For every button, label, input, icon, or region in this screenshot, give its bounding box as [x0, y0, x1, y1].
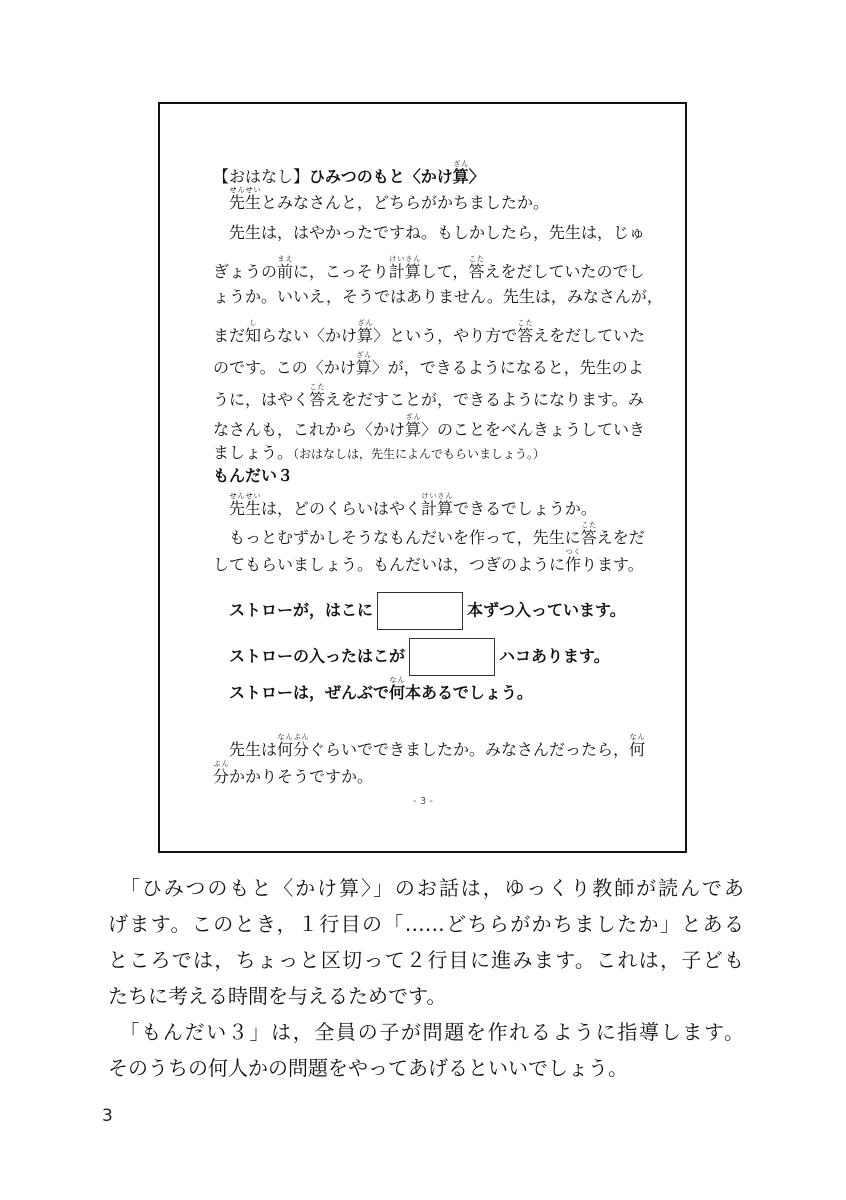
text-segment: 先生は，はやかったですね。もしかしたら，先生は，じゅ [213, 223, 646, 242]
text-segment: に，こっそり [293, 262, 389, 281]
furigana: けいさん [388, 255, 421, 263]
text-segment: ストローは，ぜんぶで [213, 683, 390, 702]
furigana: なん [389, 676, 406, 684]
text-line [213, 223, 646, 243]
text-segment: して， [420, 262, 469, 281]
text-line [213, 287, 663, 307]
page-number: 3 [102, 1106, 113, 1126]
text-line [213, 638, 633, 676]
ruby-word: 先生せんせい [229, 186, 262, 212]
text-line [213, 319, 646, 346]
text-segment: えをだ [596, 528, 645, 547]
furigana: ざん [357, 319, 374, 327]
text-segment: ストローが，はこに [213, 600, 374, 620]
text-line [213, 592, 633, 630]
furigana: なん [629, 733, 646, 741]
answer-blank-box [377, 592, 463, 630]
text-segment: ょうか。いいえ，そうではありません。先生は，みなさんが， [213, 287, 663, 306]
ruby-word: 答こた [580, 521, 597, 547]
ruby-word: 計算けいさん [421, 492, 454, 518]
furigana: し [245, 319, 262, 327]
text-segment: （おはなしは，先生によんでもらいましょう。） [293, 447, 546, 461]
text-line [213, 186, 633, 213]
text-line [213, 733, 646, 760]
text-segment: ひみつのもと〈かけ [309, 167, 453, 186]
text-segment: えをだしていたのでし [484, 262, 645, 281]
ruby-word: 算ざん [405, 413, 422, 439]
furigana: けいさん [421, 492, 454, 500]
commentary-line: たちに考える時間を与えるためです。 [108, 984, 447, 1008]
ruby-word: 計算けいさん [388, 255, 421, 281]
text-segment: うに，はやく [213, 390, 310, 409]
commentary-line: ところでは，ちょっと区切って２行目に進みます。これは，子ども [108, 948, 744, 972]
furigana: こた [468, 255, 485, 263]
text-segment: 先生は [213, 740, 278, 759]
text-segment: 【おはなし】 [213, 167, 310, 186]
ruby-word: 前まえ [277, 255, 294, 281]
commentary-line: 「もんだい３」は，全員の子が問題を作れるように指導します。 [108, 1020, 744, 1044]
text-segment: 〉という，やり方で [373, 326, 518, 345]
ruby-word: 何なん [629, 733, 646, 759]
text-segment: もっとむずかしそうなもんだいを作って，先生に [213, 528, 581, 547]
text-segment [213, 193, 229, 212]
text-segment: らない〈かけ [261, 326, 358, 345]
furigana: ざん [452, 160, 469, 168]
text-segment: えをだすことが，できるようになります。み [325, 390, 644, 409]
furigana: つく [565, 548, 582, 556]
ruby-word: 何分なんぷん [277, 733, 310, 759]
furigana: せんせい [229, 186, 262, 194]
ruby-word: 先生せんせい [229, 492, 262, 518]
text-line [213, 521, 645, 548]
ruby-word: 算ざん [355, 351, 372, 377]
text-segment: まだ [213, 326, 246, 345]
text-line [213, 676, 633, 703]
text-segment: えをだしていた [533, 326, 646, 345]
commentary-line: 「ひみつのもと〈かけ算〉」のお話は，ゆっくり教師が読んであ [108, 876, 744, 900]
text-segment: なさんも，これから〈かけ [213, 420, 406, 439]
text-segment: もんだい３ [213, 466, 294, 485]
furigana: ざん [355, 351, 372, 359]
ruby-word: 答こた [309, 383, 326, 409]
problem-heading [213, 466, 633, 486]
ruby-word: 答こた [517, 319, 534, 345]
furigana: こた [580, 521, 597, 529]
text-line [213, 548, 644, 575]
text-segment: 〉 [468, 167, 485, 186]
furigana: こた [309, 383, 326, 391]
story-title [213, 160, 633, 187]
ruby-word: 算ざん [452, 160, 469, 186]
furigana: せんせい [229, 492, 262, 500]
text-line [213, 383, 644, 410]
ruby-word: 分ぷん [213, 760, 230, 786]
ruby-word: 何なん [389, 676, 406, 702]
furigana: ぷん [213, 760, 230, 768]
text-line [213, 351, 644, 378]
text-segment: は，どのくらいはやく [261, 499, 422, 518]
ruby-word: 知し [245, 319, 262, 345]
text-segment: ります。 [581, 555, 644, 574]
text-segment: 〉のことをべんきょうしていき [421, 420, 646, 439]
text-segment: してもらいましょう。もんだいは，つぎのように [213, 555, 566, 574]
text-line [213, 760, 633, 787]
furigana: まえ [277, 255, 294, 263]
text-segment: できるでしょうか。 [453, 499, 597, 518]
text-segment: ストローの入ったはこが [213, 646, 406, 666]
text-segment: ぐらいでできましたか。みなさんだったら， [309, 740, 630, 759]
commentary-line: げます。このとき，１行目の「……どちらがかちましたか」とある [108, 912, 744, 936]
text-segment: かかりそうですか。 [229, 767, 374, 786]
furigana: ざん [405, 413, 422, 421]
text-segment: ましょう。 [213, 443, 294, 462]
ruby-word: 算ざん [357, 319, 374, 345]
text-segment: 本あるでしょう。 [405, 683, 533, 702]
text-line [213, 492, 633, 519]
text-segment: とみなさんと，どちらがかちましたか。 [261, 193, 550, 212]
text-segment: のです。この〈かけ [213, 358, 356, 377]
commentary-line: そのうちの何人かの問題をやってあげるといいでしょう。 [108, 1056, 628, 1080]
text-segment: ハコあります。 [499, 646, 610, 666]
text-line [213, 255, 645, 282]
furigana: なんぷん [277, 733, 310, 741]
ruby-word: 作つく [565, 548, 582, 574]
text-segment: ぎょうの [213, 262, 278, 281]
text-line [213, 443, 633, 464]
ruby-word: 答こた [468, 255, 485, 281]
text-segment: 〉が，できるようになると，先生のよ [371, 358, 644, 377]
text-line [213, 413, 646, 440]
text-segment: 本ずつ入っています。 [467, 600, 626, 620]
text-segment [213, 499, 229, 518]
answer-blank-box [409, 638, 495, 676]
inner-page-number: - 3 - [413, 796, 433, 807]
furigana: こた [517, 319, 534, 327]
